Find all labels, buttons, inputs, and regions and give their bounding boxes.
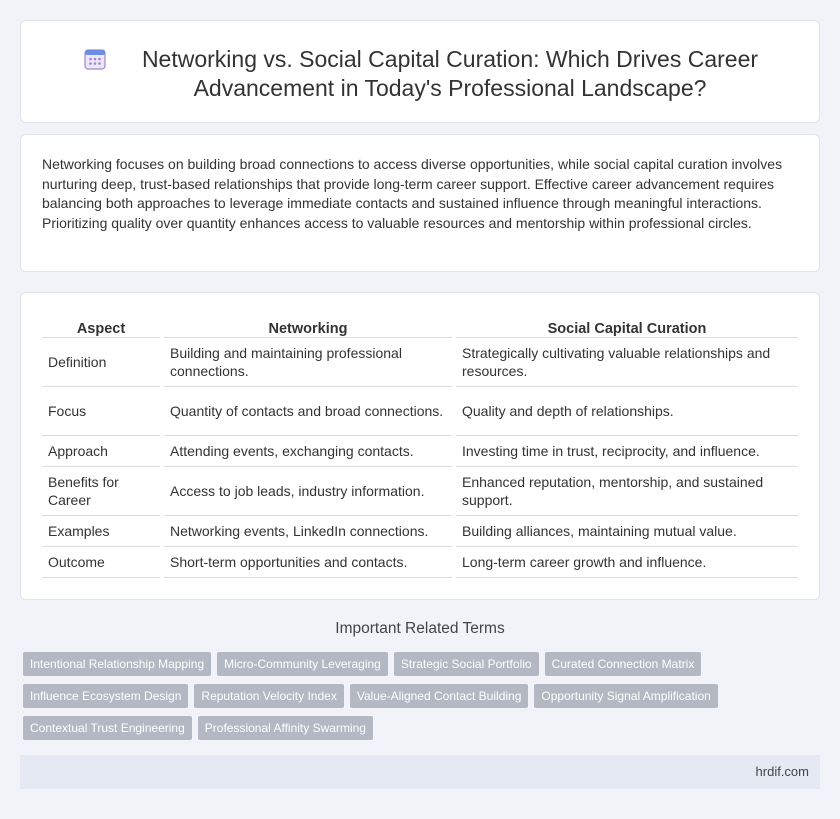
related-terms-title: Important Related Terms [335,620,505,637]
row-social-capital: Investing time in trust, reciprocity, and influence. [454,436,798,467]
table-row [42,547,798,578]
row-networking: Access to job leads, industry information. [162,467,454,516]
row-social-capital: Long-term career growth and influence. [454,547,798,578]
table-row [42,387,798,436]
related-term-tag[interactable]: Opportunity Signal Amplification [534,684,717,708]
page-title: Networking vs. Social Capital Curation: Which Drives Career Advancement in Today's Professional Landscape? [141,46,759,101]
footer-site-link[interactable]: hrdif.com [755,764,809,779]
table-row [42,516,798,547]
row-aspect: Outcome [42,547,162,578]
row-social-capital: Building alliances, maintaining mutual value. [454,516,798,547]
intro-paragraph: Networking focuses on building broad connections to access diverse opportunities, while social capital curation involves nurturing deep, trust-based relationships that provide long-term career support. Effective career advancement requires balancing both approaches to leverage immediate contacts and sustained influence through meaningful interactions. Prioritizing quality over quantity enhances access to valuable resources and mentorship within professional circles. [42,156,783,231]
related-term-tag[interactable]: Strategic Social Portfolio [394,652,539,676]
related-term-tag[interactable]: Value-Aligned Contact Building [350,684,529,708]
header-aspect: Aspect [42,315,162,338]
related-term-tag[interactable]: Contextual Trust Engineering [23,716,192,740]
related-term-tag[interactable]: Reputation Velocity Index [194,684,343,708]
row-aspect: Examples [42,516,162,547]
comparison-table-card [20,292,820,600]
row-aspect: Approach [42,436,162,467]
row-networking: Networking events, LinkedIn connections. [162,516,454,547]
intro-card [20,134,820,272]
row-networking: Attending events, exchanging contacts. [162,436,454,467]
row-social-capital: Strategically cultivating valuable relationships and resources. [454,338,798,387]
row-aspect: Focus [42,387,162,436]
related-term-tag[interactable]: Professional Affinity Swarming [198,716,373,740]
header-social-capital: Social Capital Curation [454,315,798,338]
row-social-capital: Enhanced reputation, mentorship, and sustained support. [454,467,798,516]
table-row [42,338,798,387]
row-networking: Short-term opportunities and contacts. [162,547,454,578]
row-networking: Quantity of contacts and broad connections. [162,387,454,436]
row-aspect: Definition [42,338,162,387]
related-term-tag[interactable]: Influence Ecosystem Design [23,684,188,708]
table-row [42,436,798,467]
row-networking: Building and maintaining professional connections. [162,338,454,387]
table-header-row [42,315,798,338]
footer [20,755,820,789]
title-card [20,20,820,123]
row-aspect: Benefits for Career [42,467,162,516]
comparison-table [42,315,798,578]
row-social-capital: Quality and depth of relationships. [454,387,798,436]
related-term-tag[interactable]: Curated Connection Matrix [545,652,702,676]
table-row [42,467,798,516]
related-term-tag[interactable]: Intentional Relationship Mapping [23,652,211,676]
related-term-tag[interactable]: Micro-Community Leveraging [217,652,388,676]
related-terms-list [23,652,813,740]
header-networking: Networking [162,315,454,338]
calendar-icon [83,47,107,71]
